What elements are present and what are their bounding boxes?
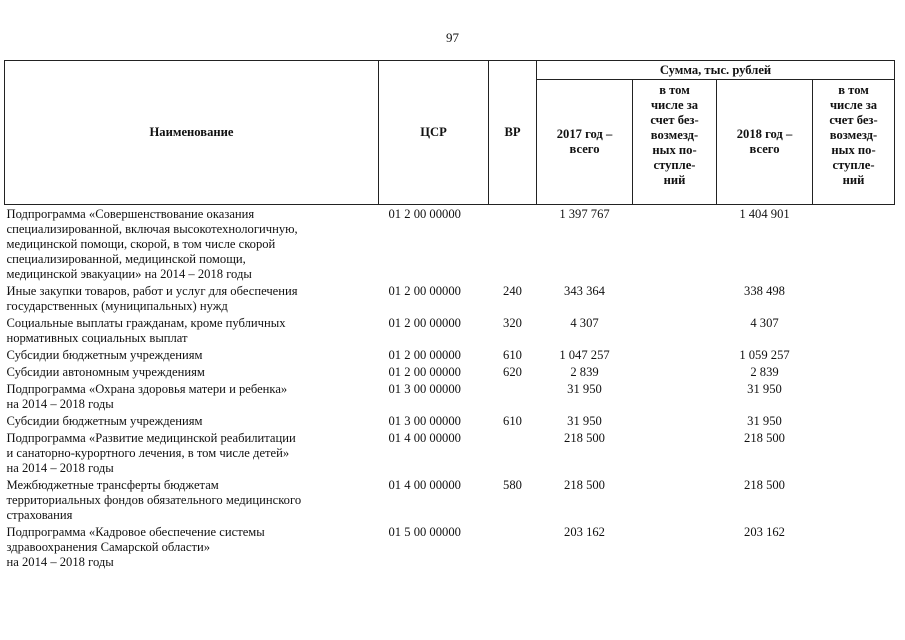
row-2018-total: 4 307 [750,316,779,330]
row-2017-gratis [633,363,717,380]
row-2017-gratis [633,412,717,429]
table-row [5,380,895,412]
row-2017-gratis [633,523,717,570]
row-csr: 01 4 00 00000 [388,431,461,445]
row-2018-total: 203 162 [744,525,785,539]
row-2017-total: 343 364 [564,284,605,298]
row-2017-gratis [633,282,717,314]
row-vr: 580 [503,478,522,492]
table-row [5,412,895,429]
table-row [5,282,895,314]
row-csr: 01 3 00 00000 [388,382,461,396]
row-2017-gratis [633,380,717,412]
row-vr: 320 [503,316,522,330]
row-2018-total: 31 950 [747,414,782,428]
row-name: Субсидии автономным учреждениям [6,365,205,379]
table-header [5,61,895,205]
row-2017-total: 218 500 [564,478,605,492]
table-body [5,205,895,571]
table-row [5,346,895,363]
row-2018-total: 1 404 901 [739,207,790,221]
header-vr: ВР [489,61,537,205]
row-csr: 01 3 00 00000 [388,414,461,428]
row-2018-total: 218 500 [744,478,785,492]
row-2017-total: 1 047 257 [559,348,610,362]
row-name: Иные закупки товаров, работ и услуг для обеспечения государственных (муниципальных) нужд [6,284,298,313]
row-2018-gratis [813,346,895,363]
row-2017-gratis [633,314,717,346]
row-2017-total: 2 839 [570,365,599,379]
row-2018-gratis [813,205,895,283]
row-name: Субсидии бюджетным учреждениям [6,414,203,428]
row-name: Субсидии бюджетным учреждениям [6,348,203,362]
row-vr: 610 [503,348,522,362]
header-sum: Сумма, тыс. рублей [537,61,895,80]
row-csr: 01 5 00 00000 [388,525,461,539]
row-name: Социальные выплаты гражданам, кроме публичных нормативных социальных выплат [6,316,286,345]
row-2018-gratis [813,314,895,346]
row-vr [489,429,537,476]
table-row [5,429,895,476]
row-name: Подпрограмма «Кадровое обеспечение системы здравоохранения Самарской области» на 2014 – 2018 годы [6,525,265,569]
row-vr [489,523,537,570]
table-row [5,205,895,283]
header-2018-gratis: в том числе за счет без- возмезд- ных по- ступле- ний [813,80,895,205]
header-2018-total: 2018 год – всего [717,80,813,205]
row-vr [489,380,537,412]
row-vr [489,205,537,283]
table-row [5,476,895,523]
row-2018-gratis [813,523,895,570]
row-2017-total: 31 950 [567,382,602,396]
row-csr: 01 4 00 00000 [388,478,461,492]
row-2017-gratis [633,205,717,283]
row-2017-gratis [633,346,717,363]
row-2017-gratis [633,429,717,476]
row-csr: 01 2 00 00000 [388,284,461,298]
row-2018-gratis [813,282,895,314]
row-vr: 620 [503,365,522,379]
row-csr: 01 2 00 00000 [388,316,461,330]
page-number: 97 [446,30,459,45]
row-2018-total: 338 498 [744,284,785,298]
row-2018-gratis [813,476,895,523]
table-row [5,363,895,380]
row-name: Подпрограмма «Совершенствование оказания специализированной, включая высокотехнологичную, медицинской помощи, скорой, в том числе скорой специализированной, медицинской помощи, медицинской эвакуации» на 2014 – 2018 годы [6,207,298,281]
row-2018-total: 218 500 [744,431,785,445]
row-csr: 01 2 00 00000 [388,348,461,362]
row-2017-gratis [633,476,717,523]
row-csr: 01 2 00 00000 [388,207,461,221]
header-name: Наименование [5,61,379,205]
row-vr: 610 [503,414,522,428]
row-2017-total: 31 950 [567,414,602,428]
row-2018-total: 31 950 [747,382,782,396]
table-row [5,523,895,570]
row-2018-total: 1 059 257 [739,348,790,362]
row-2018-total: 2 839 [750,365,779,379]
row-name: Межбюджетные трансферты бюджетам территориальных фондов обязательного медицинского страхования [6,478,302,522]
table-row [5,314,895,346]
row-2018-gratis [813,429,895,476]
row-vr: 240 [503,284,522,298]
row-2018-gratis [813,363,895,380]
row-name: Подпрограмма «Развитие медицинской реабилитации и санаторно-курортного лечения, в том числе детей» на 2014 – 2018 годы [6,431,296,475]
row-2018-gratis [813,380,895,412]
row-2018-gratis [813,412,895,429]
row-2017-total: 218 500 [564,431,605,445]
row-2017-total: 4 307 [570,316,599,330]
row-2017-total: 1 397 767 [559,207,610,221]
header-2017-gratis: в том числе за счет без- возмезд- ных по- ступле- ний [633,80,717,205]
header-2017-total: 2017 год – всего [537,80,633,205]
row-name: Подпрограмма «Охрана здоровья матери и ребенка» на 2014 – 2018 годы [6,382,288,411]
budget-table [4,60,895,570]
header-csr: ЦСР [379,61,489,205]
row-2017-total: 203 162 [564,525,605,539]
row-csr: 01 2 00 00000 [388,365,461,379]
